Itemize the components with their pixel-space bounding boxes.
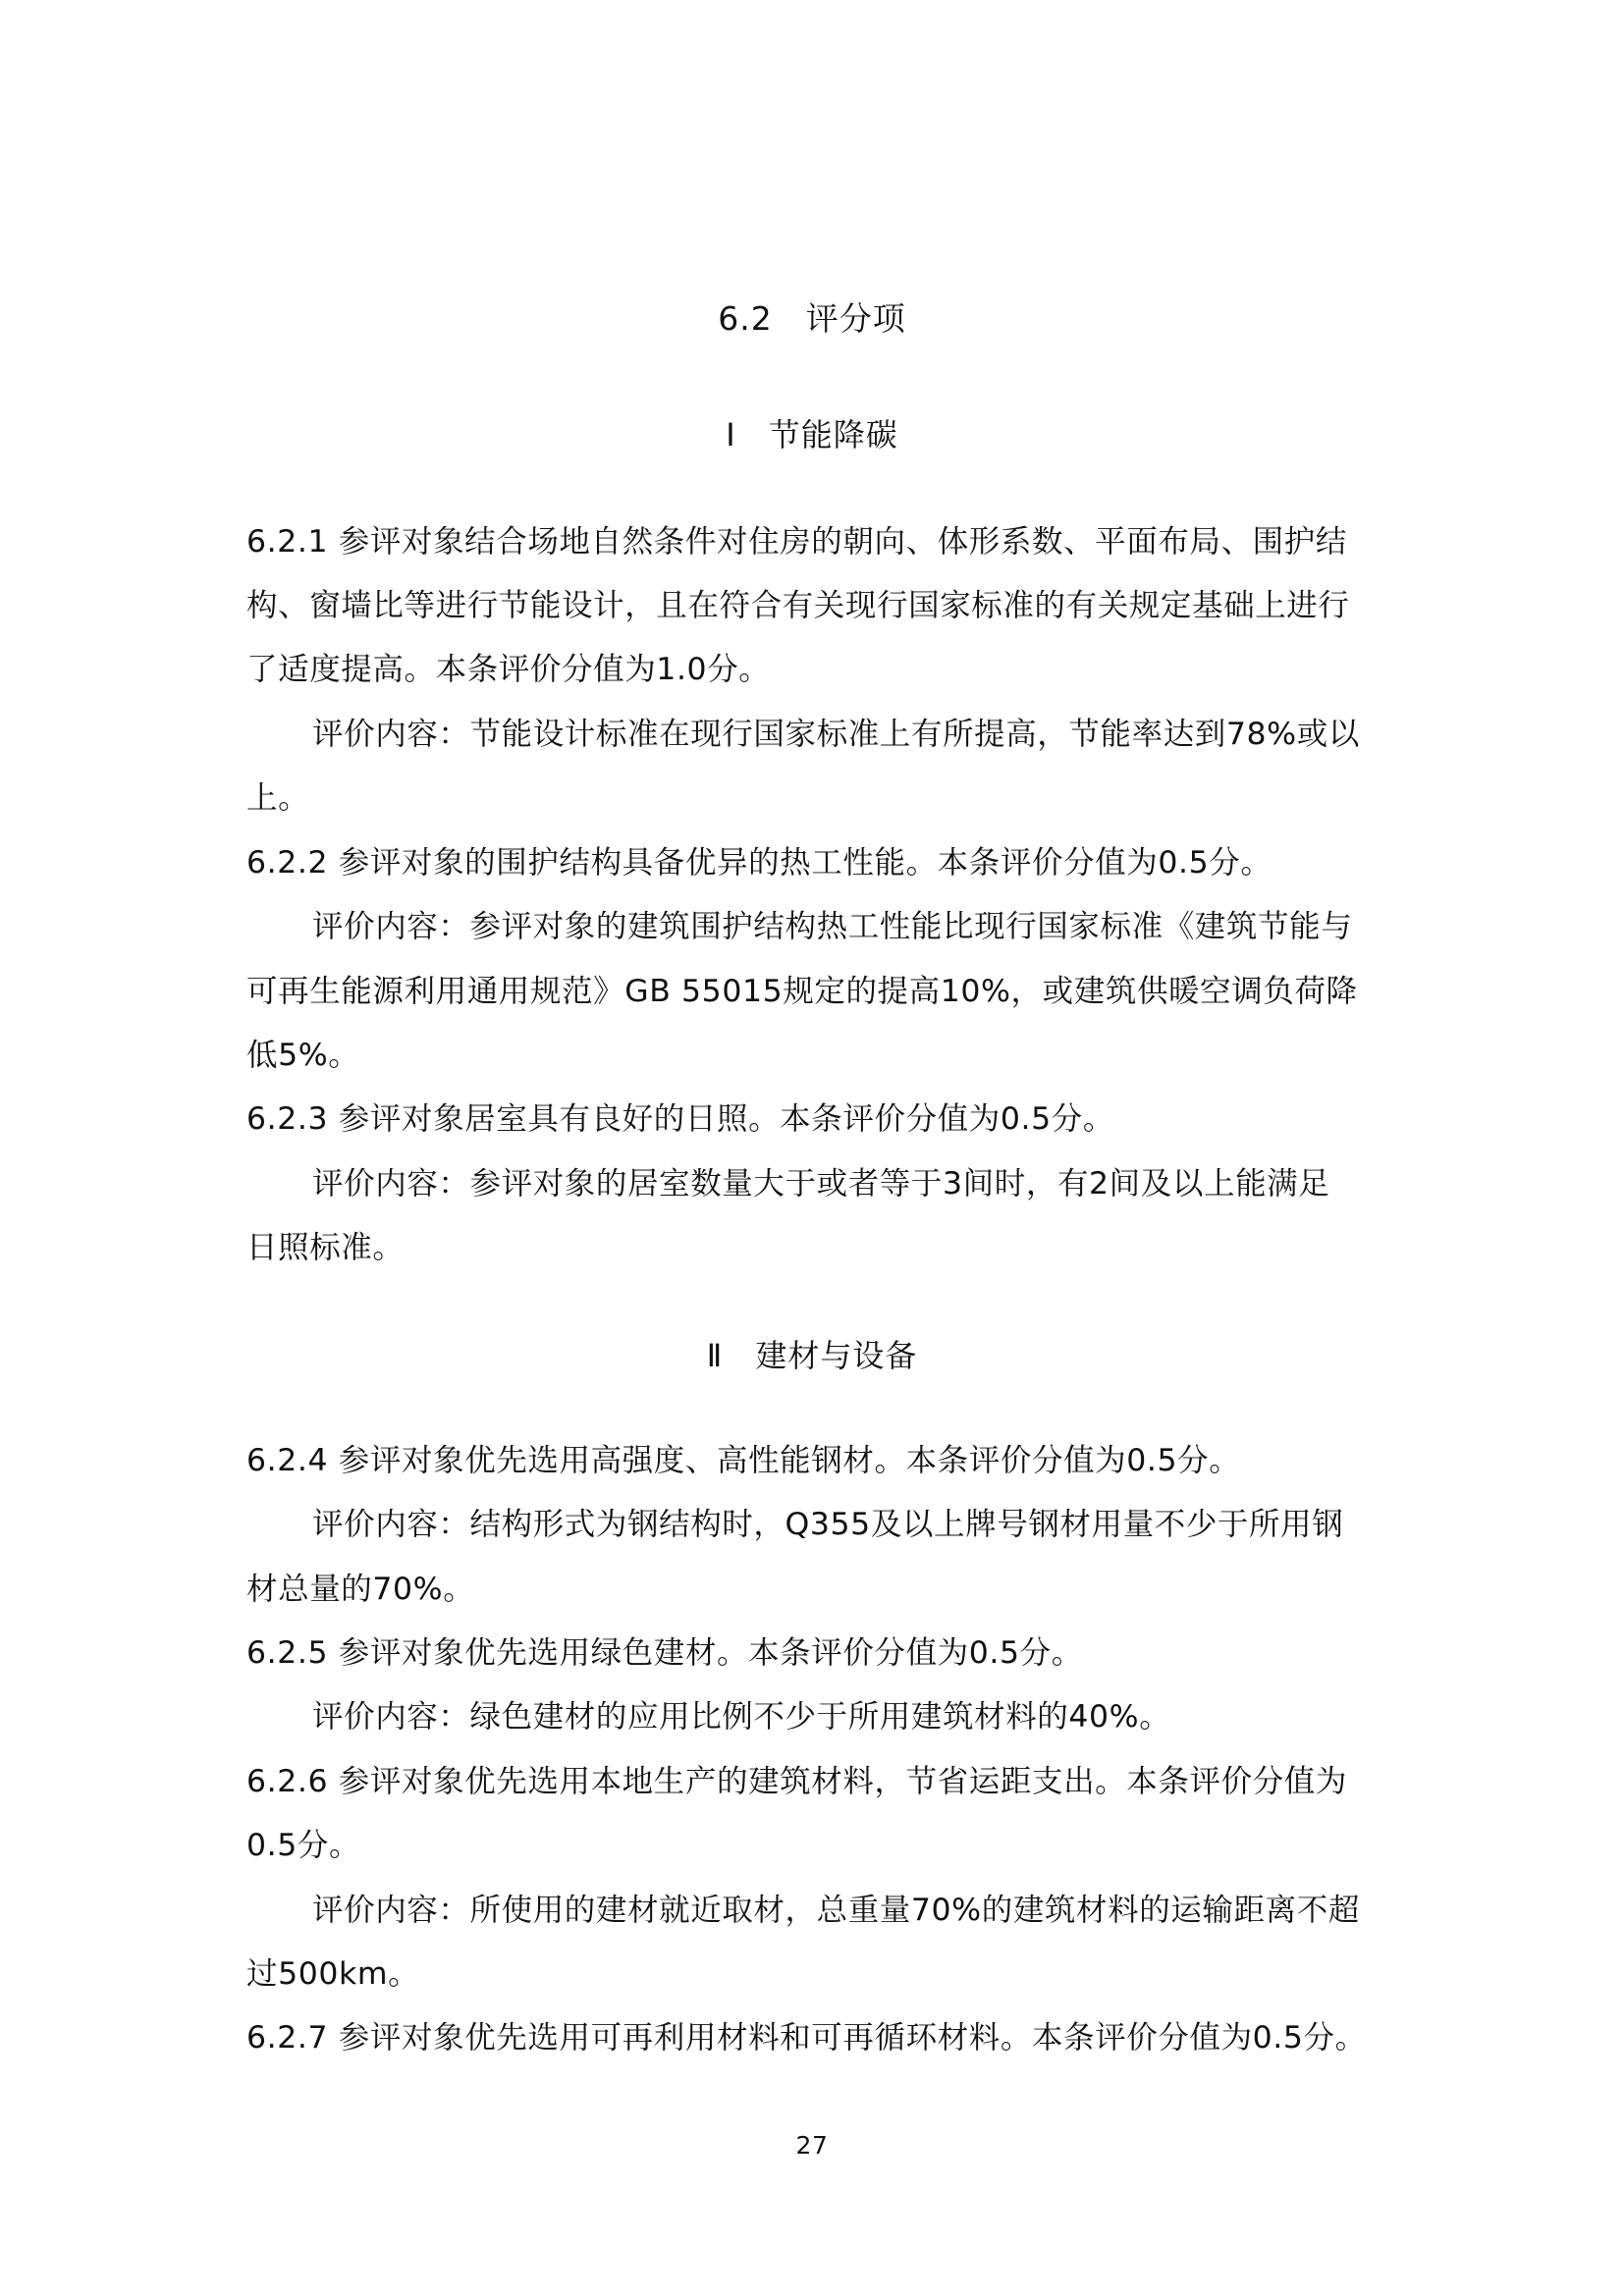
evaluation-6-2-3-line-1: 评价内容：参评对象的居室数量大于或者等于3间时，有2间及以上能满足: [312, 1166, 1330, 1201]
clause-6-2-2: 6.2.2 参评对象的围护结构具备优异的热工性能。本条评价分值为0.5分。: [246, 845, 1272, 881]
clause-6-2-6-line-2: 0.5分。: [246, 1828, 361, 1863]
evaluation-6-2-3-line-2: 日照标准。: [246, 1230, 405, 1265]
section-heading: 6.2 评分项: [718, 299, 906, 338]
page-number: 27: [795, 2131, 829, 2160]
evaluation-6-2-5: 评价内容：绿色建材的应用比例不少于所用建筑材料的40%。: [312, 1699, 1171, 1735]
evaluation-6-2-2-line-1: 评价内容：参评对象的建筑围护结构热工性能比现行国家标准《建筑节能与: [312, 909, 1353, 944]
evaluation-6-2-2-line-3: 低5%。: [246, 1038, 360, 1073]
evaluation-6-2-1-line-2: 上。: [246, 780, 310, 816]
clause-6-2-5: 6.2.5 参评对象优先选用绿色建材。本条评价分值为0.5分。: [246, 1635, 1083, 1671]
evaluation-6-2-1-line-1: 评价内容：节能设计标准在现行国家标准上有所提高，节能率达到78%或以: [312, 717, 1360, 752]
evaluation-6-2-4-line-2: 材总量的70%。: [246, 1572, 475, 1607]
clause-6-2-1-line-1: 6.2.1 参评对象结合场地自然条件对住房的朝向、体形系数、平面布局、围护结: [246, 524, 1347, 560]
evaluation-6-2-6-line-2: 过500km。: [246, 1956, 420, 1992]
evaluation-6-2-6-line-1: 评价内容：所使用的建材就近取材，总重量70%的建筑材料的运输距离不超: [312, 1893, 1360, 1928]
subsection-title-energy: Ⅰ 节能降碳: [726, 416, 898, 454]
clause-6-2-7: 6.2.7 参评对象优先选用可再利用材料和可再循环材料。本条评价分值为0.5分。: [246, 2020, 1367, 2056]
clause-6-2-1-line-2: 构、窗墙比等进行节能设计，且在符合有关现行国家标准的有关规定基础上进行: [246, 588, 1350, 623]
evaluation-6-2-4-line-1: 评价内容：结构形式为钢结构时，Q355及以上牌号钢材用量不少于所用钢: [312, 1507, 1344, 1542]
clause-6-2-3: 6.2.3 参评对象居室具有良好的日照。本条评价分值为0.5分。: [246, 1101, 1114, 1137]
clause-6-2-4: 6.2.4 参评对象优先选用高强度、高性能钢材。本条评价分值为0.5分。: [246, 1443, 1241, 1478]
clause-6-2-6-line-1: 6.2.6 参评对象优先选用本地生产的建筑材料，节省运距支出。本条评价分值为: [246, 1764, 1347, 1799]
subsection-title-materials: Ⅱ 建材与设备: [706, 1337, 918, 1374]
evaluation-6-2-2-line-2: 可再生能源利用通用规范》GB 55015规定的提高10%，或建筑供暖空调负荷降: [246, 974, 1358, 1009]
clause-6-2-1-line-3: 了适度提高。本条评价分值为1.0分。: [246, 652, 771, 687]
